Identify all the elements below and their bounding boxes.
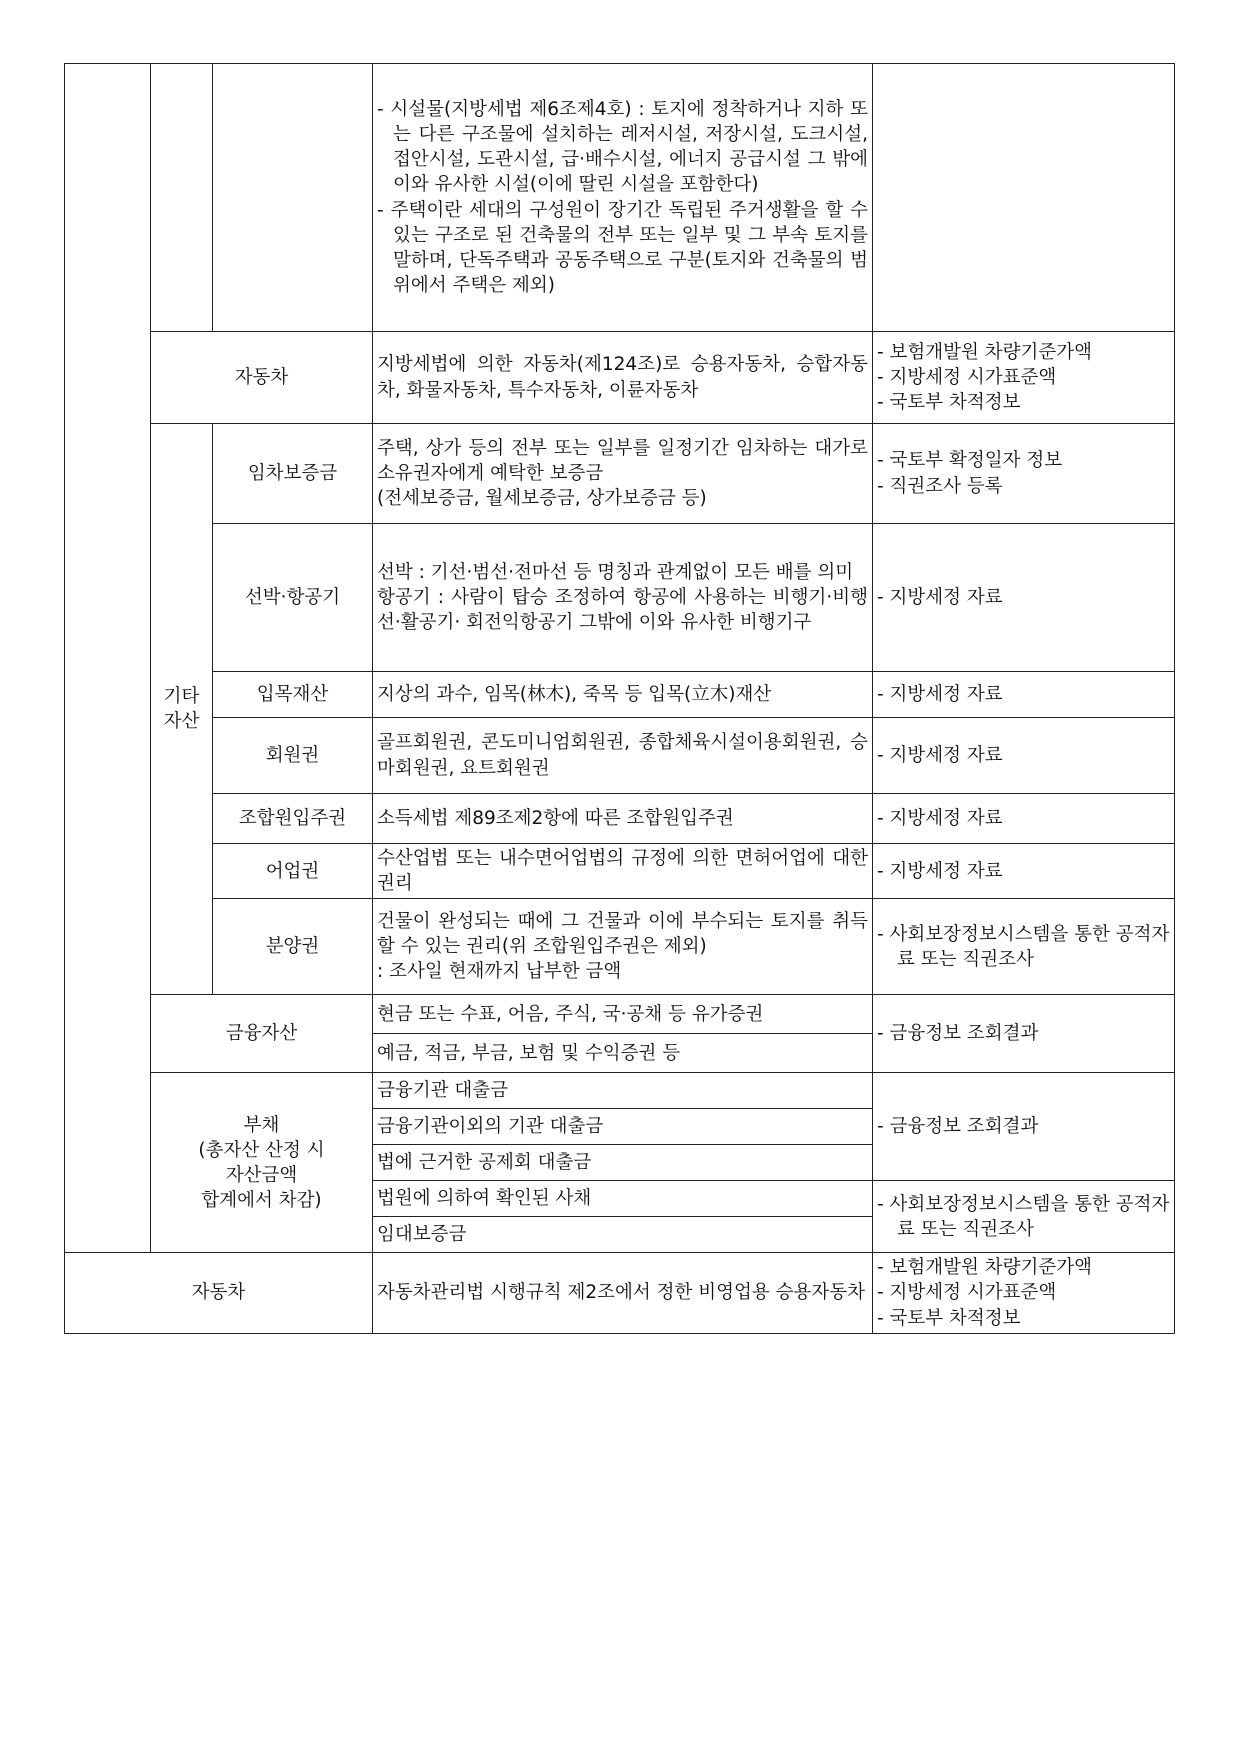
- structures-row: [65, 64, 1175, 332]
- car-general-source: - 국토부 차적정보: [877, 392, 1021, 414]
- membership-label: 회원권: [213, 718, 373, 794]
- fishing-rights-source: - 지방세정 자료: [873, 844, 1175, 899]
- financial-assets-label: 금융자산: [151, 995, 373, 1073]
- union-membership-source: - 지방세정 자료: [873, 794, 1175, 844]
- membership-source: - 지방세정 자료: [873, 718, 1175, 794]
- debt-row: [65, 1073, 1175, 1109]
- car-general-source: - 보험개발원 차량기준가액: [877, 341, 1093, 363]
- financial-asset-item: 예금, 적금, 부금, 보험 및 수익증권 등: [373, 1034, 873, 1073]
- financial-asset-item: 현금 또는 수표, 어음, 주식, 국·공채 등 유가증권: [373, 995, 873, 1034]
- lease-deposit-row: [65, 424, 1175, 524]
- lease-deposit-label: 임차보증금: [213, 424, 373, 524]
- structures-item-housing: - 주택이란 세대의 구성원이 장기간 독립된 주거생활을 할 수 있는 구조로 된 건축물의 전부 또는 일부 및 그 부속 토지를 말하며, 단독주택과 공동주택으로 구분(토지와 건축물의 범위에서 주택은 제외): [377, 199, 868, 296]
- car-private-label: 자동차: [65, 1253, 373, 1333]
- car-private-sources: [873, 1253, 1175, 1333]
- structures-source-blank: [873, 64, 1175, 332]
- car-general-source: - 지방세정 시가표준액: [877, 366, 1057, 388]
- car-general-label: 자동차: [151, 332, 373, 424]
- other-assets-label: 기타 자산: [151, 424, 213, 995]
- car-general-row: [65, 332, 1175, 424]
- financial-assets-row: [65, 995, 1175, 1034]
- structures-description: [373, 64, 873, 332]
- fishing-rights-description: 수산업법 또는 내수면어업법의 규정에 의한 면허어업에 대한 권리: [373, 844, 873, 899]
- union-membership-label: 조합원입주권: [213, 794, 373, 844]
- union-membership-row: [65, 794, 1175, 844]
- ship-aircraft-row: [65, 524, 1175, 672]
- asset-criteria-table: [64, 63, 1175, 1334]
- lease-deposit-sources: - 국토부 확정일자 정보 - 직권조사 등록: [873, 424, 1175, 524]
- car-general-description: 지방세법에 의한 자동차(제124조)로 승용자동차, 승합자동차, 화물자동차, 특수자동차, 이륜자동차: [373, 332, 873, 424]
- aircraft-definition: 항공기 : 사람이 탑승 조정하여 항공에 사용하는 비행기·비행선·활공기· 회전익항공기 그밖에 이와 유사한 비행기구: [377, 586, 868, 634]
- standing-timber-source: - 지방세정 자료: [873, 672, 1175, 718]
- car-private-source: - 보험개발원 차량기준가액: [877, 1257, 1093, 1279]
- ship-aircraft-label: 선박·항공기: [213, 524, 373, 672]
- subcategory-blank: [151, 64, 213, 332]
- debt-source-financial: - 금융정보 조회결과: [873, 1073, 1175, 1181]
- union-membership-description: 소득세법 제89조제2항에 따른 조합원입주권: [373, 794, 873, 844]
- ship-aircraft-description: [373, 524, 873, 672]
- presale-rights-label: 분양권: [213, 899, 373, 995]
- ship-definition: 선박 : 기선·범선·전마선 등 명칭과 관계없이 모든 배를 의미: [377, 561, 854, 583]
- presale-rights-source: - 사회보장정보시스템을 통한 공적자료 또는 직권조사: [873, 899, 1175, 995]
- structures-item-facilities: - 시설물(지방세법 제6조제4호) : 토지에 정착하거나 지하 또는 다른 구조물에 설치하는 레저시설, 저장시설, 도크시설, 접안시설, 도관시설, 급·배수시설, 에너지 공급시설 그 밖에 이와 유사한 시설(이에 딸린 시설을 포함한다): [377, 98, 868, 196]
- fishing-rights-row: [65, 844, 1175, 899]
- fishing-rights-label: 어업권: [213, 844, 373, 899]
- car-private-source: - 국토부 차적정보: [877, 1307, 1021, 1329]
- standing-timber-label: 입목재산: [213, 672, 373, 718]
- debt-source-other: - 사회보장정보시스템을 통한 공적자료 또는 직권조사: [873, 1181, 1175, 1253]
- standing-timber-description: 지상의 과수, 임목(林木), 죽목 등 입목(立木)재산: [373, 672, 873, 718]
- debt-label: 부채 (총자산 산정 시 자산금액 합계에서 차감): [151, 1073, 373, 1253]
- car-general-sources: [873, 332, 1175, 424]
- standing-timber-row: [65, 672, 1175, 718]
- debt-item: 법에 근거한 공제회 대출금: [373, 1145, 873, 1181]
- debt-item: 임대보증금: [373, 1217, 873, 1253]
- presale-rights-description: 건물이 완성되는 때에 그 건물과 이에 부수되는 토지를 취득할 수 있는 권리(위 조합원입주권은 제외) : 조사일 현재까지 납부한 금액: [373, 899, 873, 995]
- item-blank: [213, 64, 373, 332]
- car-private-row: [65, 1253, 1175, 1333]
- membership-row: [65, 718, 1175, 794]
- membership-description: 골프회원권, 콘도미니엄회원권, 종합체육시설이용회원권, 승마회원권, 요트회원권: [373, 718, 873, 794]
- debt-item: 금융기관이외의 기관 대출금: [373, 1109, 873, 1145]
- car-private-description: 자동차관리법 시행규칙 제2조에서 정한 비영업용 승용자동차: [373, 1253, 873, 1333]
- debt-item: 금융기관 대출금: [373, 1073, 873, 1109]
- car-private-source: - 지방세정 시가표준액: [877, 1282, 1057, 1304]
- category-column-blank: [65, 64, 151, 1253]
- lease-deposit-description: 주택, 상가 등의 전부 또는 일부를 일정기간 임차하는 대가로 소유권자에게 예탁한 보증금 (전세보증금, 월세보증금, 상가보증금 등): [373, 424, 873, 524]
- presale-rights-row: [65, 899, 1175, 995]
- debt-item: 법원에 의하여 확인된 사채: [373, 1181, 873, 1217]
- financial-assets-source: - 금융정보 조회결과: [873, 995, 1175, 1073]
- ship-aircraft-source: - 지방세정 자료: [873, 524, 1175, 672]
